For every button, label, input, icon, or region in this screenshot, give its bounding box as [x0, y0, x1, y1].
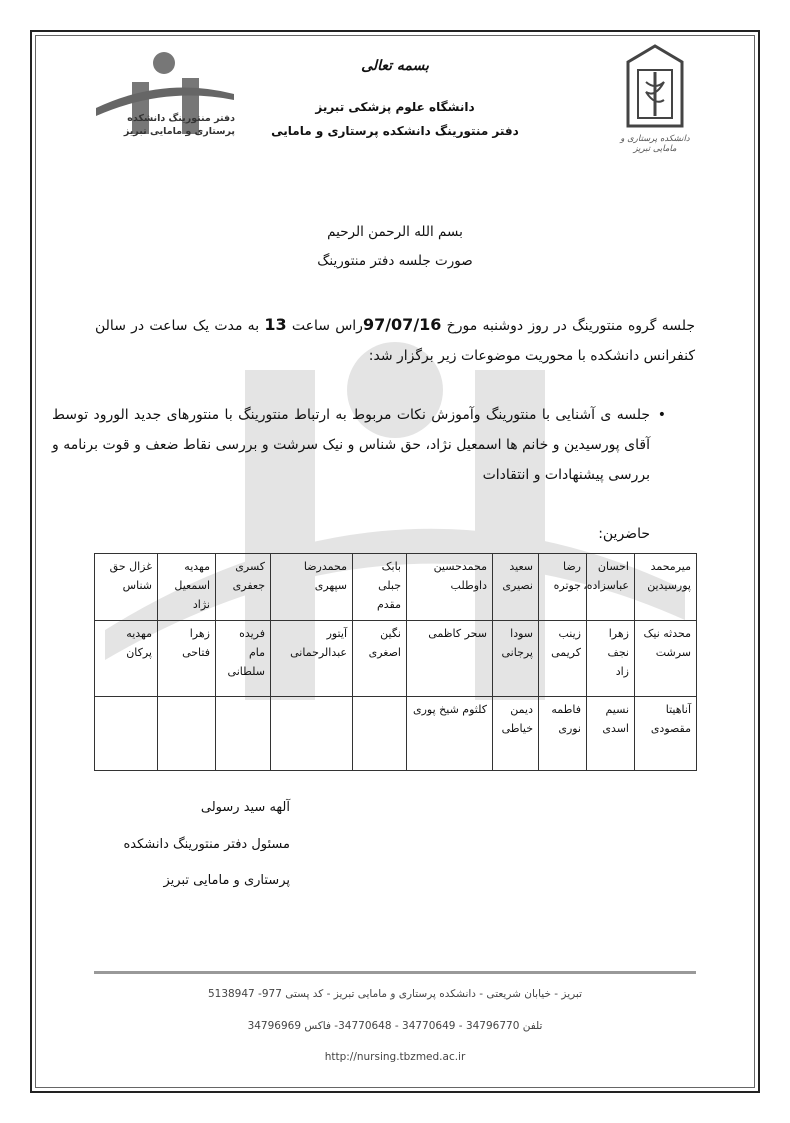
- table-row: [95, 621, 697, 697]
- bullet-icon: •: [657, 407, 666, 423]
- left-logo-line-2: پرستاری و مامایی تبریز: [123, 126, 235, 137]
- attendee-cell: محمدرضا سپهری: [271, 554, 353, 621]
- attendee-cell: فاطمه نوری: [539, 697, 587, 771]
- right-logo-caption: دانشکده پرستاری و مامایی تبریز: [620, 134, 690, 154]
- attendee-cell: نگین اصغری: [353, 621, 407, 697]
- left-logo-caption: [95, 112, 235, 138]
- attendee-cell: [158, 697, 216, 771]
- attendee-cell: بابک جبلی مقدم: [353, 554, 407, 621]
- attendee-cell: سحر کاظمی: [407, 621, 493, 697]
- page-title: صورت جلسه دفتر منتورینگ: [317, 253, 473, 269]
- attendee-cell: [353, 697, 407, 771]
- attendee-cell: [271, 697, 353, 771]
- basmala: بسم الله الرحمن الرحیم: [327, 224, 463, 240]
- meeting-date: 97/07/16: [362, 315, 442, 334]
- footer-address: تبریز - خیابان شریعتی - دانشکده پرستاری و مامایی تبریز - کد پستی 977- 5138947: [207, 988, 583, 1000]
- left-logo-line-1: دفتر منتورینگ دانشکده: [127, 113, 235, 124]
- attendee-cell: [95, 697, 158, 771]
- attendee-cell: محمدحسین داوطلب: [407, 554, 493, 621]
- attendee-cell: دیمن خیاطی: [493, 697, 539, 771]
- table-row: [95, 697, 697, 771]
- attendee-cell: احسان عباسزاده،: [587, 554, 635, 621]
- attendee-cell: زهرا نجف زاد: [587, 621, 635, 697]
- office-name: دفتر منتورینگ دانشکده پرستاری و مامایی: [271, 124, 519, 138]
- signatory-role: مسئول دفتر منتورینگ دانشکده: [123, 837, 290, 852]
- attendees-table: [94, 553, 697, 771]
- attendee-cell: میرمحمد پورسیدین: [635, 554, 697, 621]
- attendee-cell: فریده مام سلطانی: [216, 621, 271, 697]
- attendee-cell: رضا جوتره: [539, 554, 587, 621]
- intro-part-2: راس ساعت: [286, 318, 363, 334]
- attendee-cell: سعید نصیری: [493, 554, 539, 621]
- footer-url[interactable]: http://nursing.tbzmed.ac.ir: [324, 1051, 466, 1063]
- attendees-label: حاضرین:: [598, 526, 650, 542]
- attendee-cell: زینب کریمی: [539, 621, 587, 697]
- attendee-cell: نسیم اسدی: [587, 697, 635, 771]
- attendee-cell: سودا پرجانی: [493, 621, 539, 697]
- topic-text: جلسه ی آشنایی با منتورینگ وآموزش نکات مربوط به ارتباط منتورینگ با منتورهای جدید الورود توسط آقای پورسیدین و خانم ها اسمعیل نژاد، حق شناس و نیک سرشت و بررسی نقاط ضعف و قوت برنامه و بررسی پیشنهادات و انتقادات: [52, 407, 650, 483]
- topic-item: [52, 400, 666, 490]
- table-row: [95, 554, 697, 621]
- meeting-hour: 13: [264, 315, 287, 334]
- attendee-cell: محدثه نیک سرشت: [635, 621, 697, 697]
- intro-part-1: جلسه گروه منتورینگ در روز دوشنبه مورخ: [441, 318, 695, 334]
- university-name: دانشگاه علوم پزشکی تبریز: [315, 100, 475, 114]
- attendee-cell: کلثوم شیخ پوری: [407, 697, 493, 771]
- intro-part-3: به مدت یک ساعت در سالن کنفرانس دانشکده با محوریت موضوعات زیر برگزار شد:: [95, 318, 695, 364]
- attendee-cell: غزال حق شناس: [95, 554, 158, 621]
- attendee-cell: زهرا فتاحی: [158, 621, 216, 697]
- attendee-cell: آیتور عبدالرحمانی: [271, 621, 353, 697]
- footer-divider: [94, 971, 696, 974]
- attendee-cell: [216, 697, 271, 771]
- intro-paragraph: [95, 310, 695, 371]
- signatory-faculty: پرستاری و مامایی تبریز: [163, 873, 290, 888]
- attendee-cell: آناهیتا مقصودی: [635, 697, 697, 771]
- university-emblem-icon: [620, 42, 690, 132]
- header-basmala: بسمه تعالی: [361, 58, 429, 74]
- attendee-cell: کسری جعفری: [216, 554, 271, 621]
- attendee-cell: مهدیه پرکان: [95, 621, 158, 697]
- footer-phones: تلفن 34796770 - 34770649 - 34770648- فاکس 34796969: [247, 1020, 543, 1032]
- signatory-name: آلهه سید رسولی: [200, 800, 290, 815]
- attendee-cell: مهدیه اسمعیل نژاد: [158, 554, 216, 621]
